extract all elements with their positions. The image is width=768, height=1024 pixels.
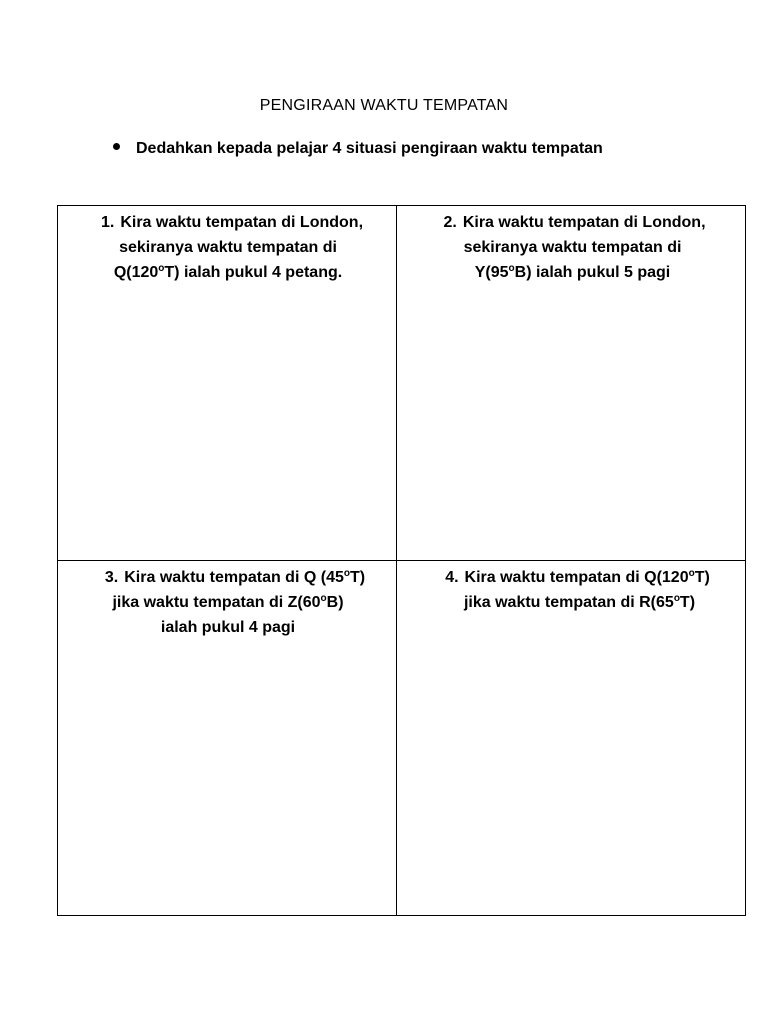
- question-table: [57, 205, 746, 916]
- question-2: 2. Kira waktu tempatan di London, sekiranya waktu tempatan di Y(95$^o$B) ialah pukul 5 pagi: [398, 210, 747, 285]
- question-number: 3.: [104, 569, 119, 586]
- question-3: 3. Kira waktu tempatan di Q (45$^o$T) jika waktu tempatan di Z(60$^o$B) ialah pukul 4 pagi: [58, 565, 398, 640]
- instruction-text: Dedahkan kepada pelajar 4 situasi pengiraan waktu tempatan: [136, 140, 603, 157]
- page-title: PENGIRAAN WAKTU TEMPATAN: [259, 97, 509, 114]
- question-number: 2.: [443, 214, 457, 231]
- question-number: 4.: [445, 569, 459, 586]
- question-number: 1.: [100, 214, 115, 231]
- instruction-bullet: [113, 140, 603, 158]
- question-4: 4. Kira waktu tempatan di Q(120$^o$T) jika waktu tempatan di R(65$^o$T): [398, 565, 747, 615]
- bullet-icon: [113, 143, 120, 150]
- table-divider-horizontal: [58, 560, 745, 561]
- question-1: 1. Kira waktu tempatan di London, sekiranya waktu tempatan di Q(120$^o$T) ialah pukul 4 petang.: [58, 210, 398, 285]
